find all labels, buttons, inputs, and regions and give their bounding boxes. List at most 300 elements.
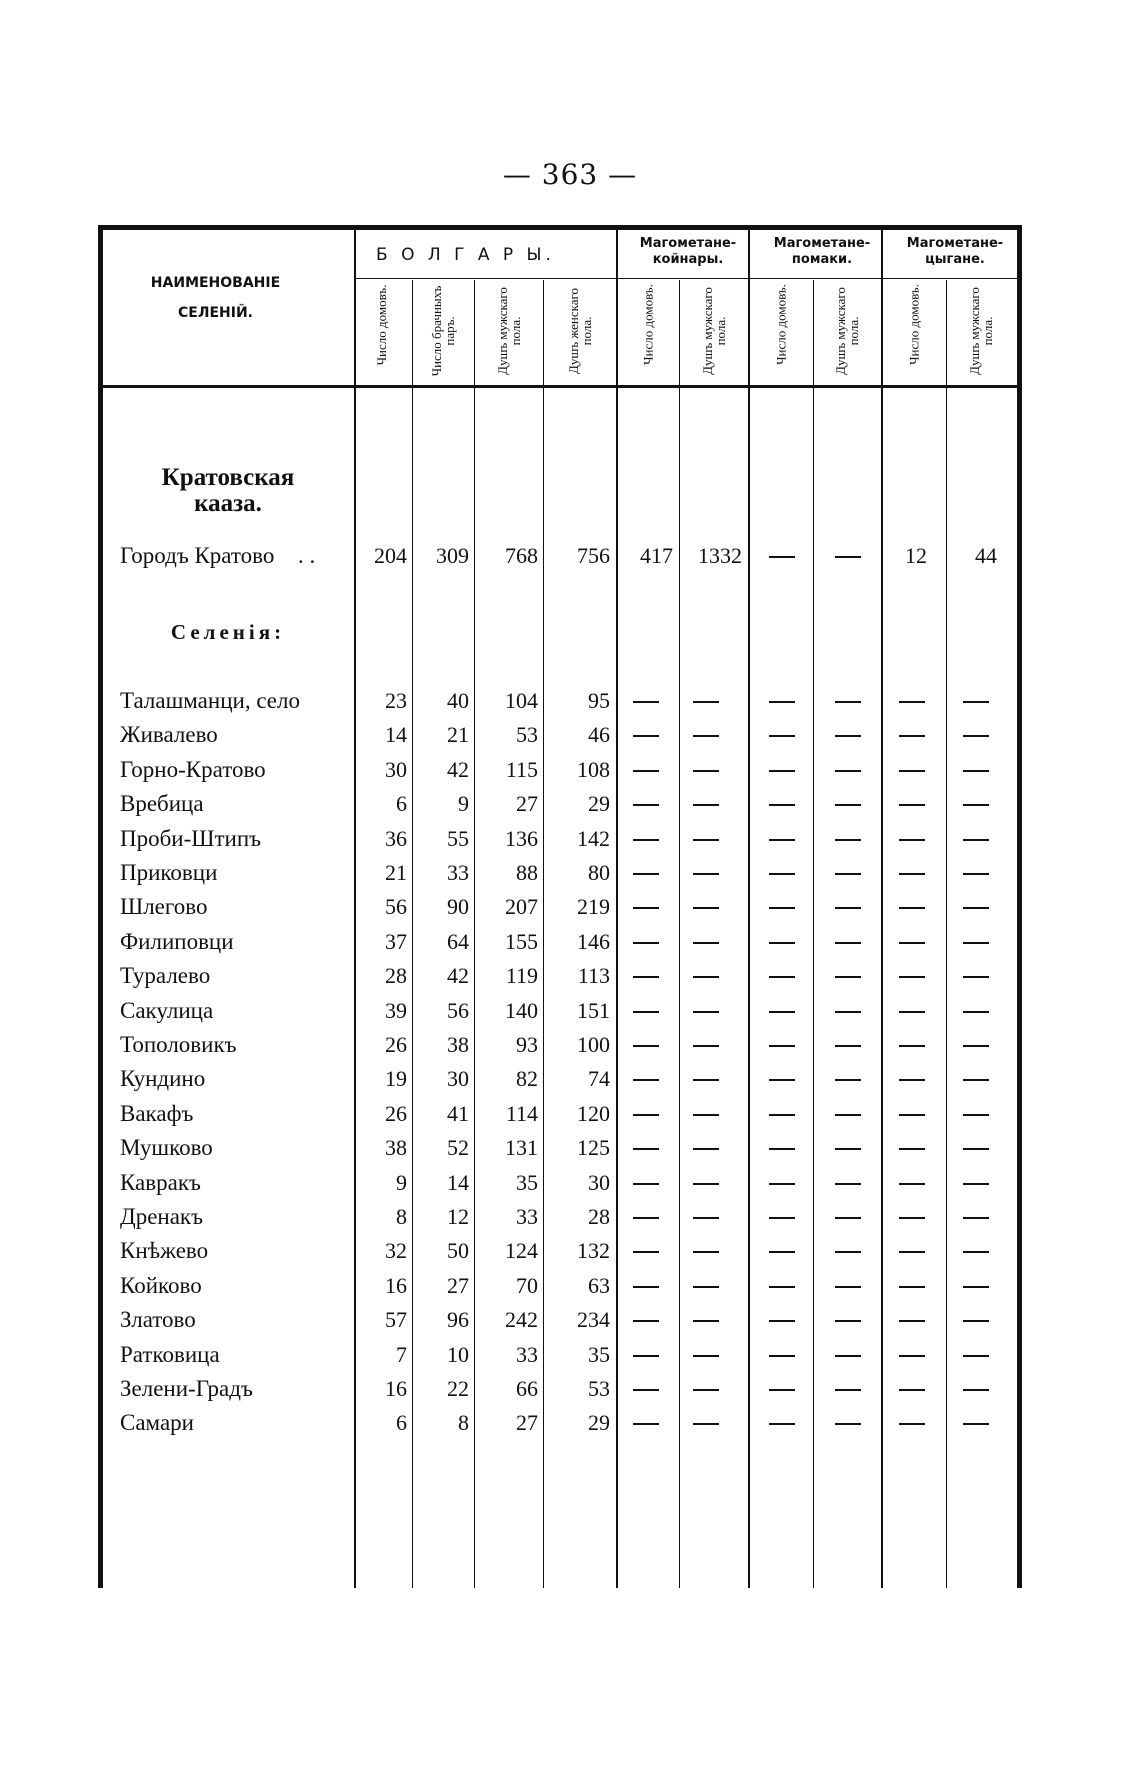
empty-dash [835, 1355, 861, 1357]
village-value: 6 [396, 1410, 407, 1436]
empty-dash [633, 873, 659, 875]
town-p-houses-dash [769, 556, 795, 558]
village-name: Тополовикъ [120, 1032, 237, 1057]
empty-dash [769, 976, 795, 978]
names-header-line1: НАИМЕНОВАНІЕ [150, 275, 281, 291]
empty-dash [633, 942, 659, 944]
village-value: 142 [577, 825, 610, 851]
empty-dash [963, 1423, 989, 1425]
koinars-header-line1: Магометане- [639, 236, 737, 251]
village-value: 19 [385, 1066, 407, 1092]
pomaks-header-line1: Магометане- [773, 236, 871, 251]
empty-dash [633, 839, 659, 841]
empty-dash [769, 804, 795, 806]
empty-dash [693, 907, 719, 909]
village-value: 151 [577, 997, 610, 1023]
empty-dash [633, 1217, 659, 1219]
village-name: Зелени-Градъ [120, 1376, 253, 1401]
village-value: 35 [516, 1169, 538, 1195]
empty-dash [769, 1389, 795, 1391]
town-k-male: 1332 [698, 543, 742, 568]
empty-dash [693, 873, 719, 875]
empty-dash [769, 1148, 795, 1150]
empty-dash [769, 873, 795, 875]
subheader-k-male: Душъ мужскаго пола. [700, 287, 728, 375]
empty-dash [963, 839, 989, 841]
empty-dash [963, 1114, 989, 1116]
empty-dash [633, 1423, 659, 1425]
village-value: 131 [505, 1135, 538, 1161]
village-value: 16 [385, 1272, 407, 1298]
village-value: 104 [505, 688, 538, 713]
empty-dash [899, 1183, 925, 1185]
section-title-line1: Кратовская [161, 464, 295, 491]
empty-dash [963, 1148, 989, 1150]
village-value: 207 [505, 894, 538, 920]
empty-dash [835, 1286, 861, 1288]
empty-dash [963, 976, 989, 978]
village-row [103, 752, 1017, 788]
empty-dash [769, 701, 795, 703]
town-p-male-dash [835, 556, 861, 558]
village-value: 120 [577, 1100, 610, 1126]
village-name: Койково [120, 1272, 202, 1298]
empty-dash [633, 770, 659, 772]
empty-dash [693, 1148, 719, 1150]
village-row [103, 1233, 1017, 1269]
village-row [103, 821, 1017, 857]
village-row [103, 889, 1017, 925]
empty-dash [633, 1114, 659, 1116]
empty-dash [899, 1389, 925, 1391]
village-value: 26 [385, 1100, 407, 1126]
empty-dash [963, 1389, 989, 1391]
village-value: 36 [385, 825, 407, 851]
village-value: 115 [505, 756, 538, 782]
village-value: 42 [447, 963, 469, 989]
village-value: 63 [588, 1272, 610, 1298]
empty-dash [769, 907, 795, 909]
koinars-header [623, 236, 753, 268]
empty-dash [769, 1183, 795, 1185]
empty-dash [835, 1183, 861, 1185]
empty-dash [693, 1389, 719, 1391]
village-value: 40 [447, 688, 469, 713]
village-value: 53 [516, 722, 538, 748]
names-column-header [113, 275, 318, 321]
empty-dash [633, 1148, 659, 1150]
empty-dash [769, 1355, 795, 1357]
names-header-line2: СЕЛЕНІЙ. [178, 305, 253, 321]
village-row [103, 1337, 1017, 1373]
empty-dash [693, 1251, 719, 1253]
village-value: 113 [577, 963, 610, 989]
empty-dash [769, 1079, 795, 1081]
village-value: 74 [588, 1066, 610, 1092]
empty-dash [835, 701, 861, 703]
village-row [103, 1199, 1017, 1235]
village-value: 21 [447, 722, 469, 748]
page-number: — 363 — [502, 158, 638, 191]
leader-dots: . . [298, 543, 316, 568]
empty-dash [835, 1217, 861, 1219]
section-title [113, 465, 343, 517]
village-value: 42 [447, 756, 469, 782]
empty-dash [835, 907, 861, 909]
villages-heading: Селенія: [170, 620, 286, 644]
village-value: 27 [447, 1272, 469, 1298]
empty-dash [693, 1423, 719, 1425]
village-value: 119 [505, 963, 538, 989]
empty-dash [963, 735, 989, 737]
empty-dash [693, 735, 719, 737]
empty-dash [633, 1183, 659, 1185]
census-table [98, 225, 1022, 1588]
empty-dash [899, 1045, 925, 1047]
empty-dash [835, 1423, 861, 1425]
village-value: 108 [577, 756, 610, 782]
village-value: 23 [385, 688, 407, 713]
empty-dash [835, 1320, 861, 1322]
village-value: 219 [577, 894, 610, 920]
empty-dash [963, 873, 989, 875]
empty-dash [769, 942, 795, 944]
village-value: 41 [447, 1100, 469, 1126]
village-row [103, 1096, 1017, 1132]
empty-dash [899, 1423, 925, 1425]
village-name: Туралево [120, 963, 211, 989]
empty-dash [693, 1114, 719, 1116]
empty-dash [963, 804, 989, 806]
empty-dash [899, 839, 925, 841]
village-row [103, 855, 1017, 891]
village-value: 21 [385, 860, 407, 885]
empty-dash [899, 1320, 925, 1322]
empty-dash [899, 1079, 925, 1081]
village-name: Дренакъ [120, 1204, 203, 1229]
village-value: 124 [505, 1238, 538, 1264]
village-value: 33 [516, 1204, 538, 1229]
village-row [103, 786, 1017, 822]
empty-dash [633, 735, 659, 737]
empty-dash [963, 1045, 989, 1047]
empty-dash [769, 1114, 795, 1116]
empty-dash [899, 1217, 925, 1219]
village-value: 8 [396, 1204, 407, 1229]
village-value: 132 [577, 1238, 610, 1264]
empty-dash [769, 1251, 795, 1253]
village-value: 125 [577, 1135, 610, 1161]
koinars-header-line2: койнары. [652, 252, 724, 267]
village-value: 27 [516, 791, 538, 817]
village-row [103, 1027, 1017, 1063]
village-value: 35 [588, 1341, 610, 1367]
subheader-p-male: Душъ мужскаго пола. [833, 287, 861, 375]
gypsies-header-line2: цыгане. [925, 252, 985, 267]
empty-dash [963, 1183, 989, 1185]
empty-dash [693, 1011, 719, 1013]
village-row [103, 1302, 1017, 1338]
empty-dash [693, 1217, 719, 1219]
empty-dash [693, 1079, 719, 1081]
village-row [103, 1165, 1017, 1201]
village-value: 70 [516, 1272, 538, 1298]
village-value: 114 [505, 1100, 538, 1126]
empty-dash [693, 1355, 719, 1357]
town-b-male: 768 [505, 543, 538, 568]
subheader-b-female: Душъ женскаго пола. [566, 287, 594, 375]
village-row [103, 1061, 1017, 1097]
village-value: 16 [385, 1376, 407, 1401]
village-name: Мушково [120, 1135, 213, 1161]
village-name: Кундино [120, 1066, 206, 1092]
empty-dash [899, 873, 925, 875]
empty-dash [633, 1079, 659, 1081]
village-name: Самари [120, 1410, 194, 1436]
empty-dash [963, 1251, 989, 1253]
empty-dash [769, 735, 795, 737]
empty-dash [769, 1286, 795, 1288]
empty-dash [835, 942, 861, 944]
empty-dash [835, 804, 861, 806]
village-value: 39 [385, 997, 407, 1023]
village-name: Приковци [120, 860, 218, 885]
empty-dash [835, 839, 861, 841]
village-name: Кнѣжево [120, 1238, 209, 1264]
empty-dash [899, 1286, 925, 1288]
village-value: 27 [516, 1410, 538, 1436]
village-value: 28 [588, 1204, 610, 1229]
empty-dash [899, 1355, 925, 1357]
town-g-houses: 12 [905, 543, 927, 568]
village-value: 28 [385, 963, 407, 989]
town-b-female: 756 [577, 543, 610, 568]
empty-dash [835, 1011, 861, 1013]
village-value: 136 [505, 825, 538, 851]
empty-dash [963, 907, 989, 909]
empty-dash [835, 1389, 861, 1391]
village-value: 32 [385, 1238, 407, 1264]
village-value: 26 [385, 1032, 407, 1057]
empty-dash [835, 1045, 861, 1047]
pomaks-header [757, 236, 887, 268]
village-name: Кавракъ [120, 1169, 201, 1195]
village-value: 14 [447, 1169, 469, 1195]
empty-dash [633, 701, 659, 703]
empty-dash [835, 1114, 861, 1116]
village-value: 29 [588, 791, 610, 817]
empty-dash [769, 1011, 795, 1013]
town-b-marriages: 309 [436, 543, 469, 568]
empty-dash [835, 1079, 861, 1081]
village-value: 9 [458, 791, 469, 817]
village-value: 50 [447, 1238, 469, 1264]
empty-dash [633, 1389, 659, 1391]
village-value: 140 [505, 997, 538, 1023]
village-name: Сакулица [120, 997, 214, 1023]
empty-dash [769, 1045, 795, 1047]
empty-dash [633, 1355, 659, 1357]
village-value: 57 [385, 1307, 407, 1333]
town-row [103, 538, 1017, 574]
village-value: 56 [385, 894, 407, 920]
village-value: 30 [385, 756, 407, 782]
gypsies-header-line1: Магометане- [906, 236, 1004, 251]
village-value: 234 [577, 1307, 610, 1333]
empty-dash [693, 701, 719, 703]
village-value: 6 [396, 791, 407, 817]
empty-dash [769, 1217, 795, 1219]
village-value: 33 [447, 860, 469, 885]
town-g-male: 44 [975, 543, 997, 568]
village-value: 95 [588, 688, 610, 713]
village-name: Шлегово [120, 894, 208, 920]
village-value: 155 [505, 928, 538, 954]
empty-dash [633, 976, 659, 978]
town-b-houses: 204 [374, 543, 407, 568]
village-name: Талашманци, село [120, 688, 300, 713]
subheader-b-houses: Число домовъ. [374, 284, 389, 366]
village-value: 100 [577, 1032, 610, 1057]
village-row [103, 958, 1017, 994]
village-value: 52 [447, 1135, 469, 1161]
empty-dash [899, 1148, 925, 1150]
empty-dash [693, 942, 719, 944]
village-row [103, 1405, 1017, 1441]
village-row [103, 1130, 1017, 1166]
section-title-line2: кааза. [194, 490, 262, 517]
village-value: 30 [447, 1066, 469, 1092]
empty-dash [963, 1079, 989, 1081]
subheader-b-marriages: Число брачныхъ паръ. [429, 285, 457, 377]
village-value: 38 [385, 1135, 407, 1161]
village-value: 64 [447, 928, 469, 954]
empty-dash [633, 1251, 659, 1253]
village-value: 53 [588, 1376, 610, 1401]
gypsies-header [890, 236, 1020, 268]
empty-dash [899, 735, 925, 737]
village-value: 37 [385, 928, 407, 954]
village-name: Златово [120, 1307, 196, 1333]
empty-dash [835, 873, 861, 875]
village-value: 82 [516, 1066, 538, 1092]
village-row [103, 717, 1017, 753]
empty-dash [963, 1320, 989, 1322]
empty-dash [899, 1251, 925, 1253]
village-value: 56 [447, 997, 469, 1023]
village-value: 88 [516, 860, 538, 885]
village-value: 22 [447, 1376, 469, 1401]
bulgarians-header: Б О Л Г А Р Ы. [376, 245, 555, 265]
empty-dash [963, 701, 989, 703]
village-value: 66 [516, 1376, 538, 1401]
empty-dash [899, 976, 925, 978]
village-row [103, 1268, 1017, 1304]
village-value: 14 [385, 722, 407, 748]
village-name: Живалево [120, 722, 218, 748]
empty-dash [835, 1251, 861, 1253]
subheader-g-houses: Число домовъ. [906, 284, 922, 365]
village-name: Проби-Штипъ [120, 825, 262, 851]
village-row [103, 993, 1017, 1029]
empty-dash [899, 701, 925, 703]
village-name: Вребица [120, 791, 204, 817]
subheader-b-male: Душъ мужскаго пола. [495, 287, 523, 375]
empty-dash [633, 1286, 659, 1288]
village-value: 8 [458, 1410, 469, 1436]
village-value: 9 [396, 1169, 407, 1195]
empty-dash [835, 735, 861, 737]
empty-dash [633, 804, 659, 806]
empty-dash [633, 907, 659, 909]
empty-dash [769, 1423, 795, 1425]
empty-dash [693, 1320, 719, 1322]
village-value: 46 [588, 722, 610, 748]
empty-dash [693, 1183, 719, 1185]
village-value: 29 [588, 1410, 610, 1436]
empty-dash [963, 1355, 989, 1357]
empty-dash [899, 1011, 925, 1013]
village-value: 96 [447, 1307, 469, 1333]
village-value: 93 [516, 1032, 538, 1057]
empty-dash [633, 1320, 659, 1322]
village-value: 242 [505, 1307, 538, 1333]
town-k-houses: 417 [640, 543, 673, 568]
village-name: Ратковица [120, 1341, 220, 1367]
village-value: 38 [447, 1032, 469, 1057]
empty-dash [693, 839, 719, 841]
village-row [103, 1371, 1017, 1407]
village-value: 146 [577, 928, 610, 954]
empty-dash [769, 770, 795, 772]
empty-dash [693, 1045, 719, 1047]
subheader-p-houses: Число домовъ. [773, 284, 789, 365]
subheader-g-male: Душъ мужскаго пола. [967, 287, 995, 375]
village-value: 90 [447, 894, 469, 920]
town-name: Городъ Кратово [120, 543, 275, 568]
empty-dash [899, 770, 925, 772]
empty-dash [693, 804, 719, 806]
empty-dash [899, 1114, 925, 1116]
empty-dash [633, 1011, 659, 1013]
empty-dash [633, 1045, 659, 1047]
empty-dash [835, 976, 861, 978]
empty-dash [963, 1286, 989, 1288]
empty-dash [769, 1320, 795, 1322]
village-name: Филиповци [120, 928, 234, 954]
empty-dash [899, 804, 925, 806]
empty-dash [963, 770, 989, 772]
empty-dash [769, 839, 795, 841]
village-value: 80 [588, 860, 610, 885]
village-row [103, 683, 1017, 719]
village-name: Вакафъ [120, 1100, 194, 1126]
empty-dash [835, 770, 861, 772]
pomaks-header-line2: помаки. [791, 252, 853, 267]
village-value: 55 [447, 825, 469, 851]
empty-dash [963, 1217, 989, 1219]
village-value: 7 [396, 1341, 407, 1367]
subheader-k-houses: Число домовъ. [640, 284, 656, 365]
empty-dash [899, 907, 925, 909]
village-value: 33 [516, 1341, 538, 1367]
empty-dash [963, 1011, 989, 1013]
empty-dash [963, 942, 989, 944]
village-name: Горно-Кратово [120, 756, 266, 782]
empty-dash [693, 976, 719, 978]
empty-dash [693, 770, 719, 772]
village-value: 10 [447, 1341, 469, 1367]
